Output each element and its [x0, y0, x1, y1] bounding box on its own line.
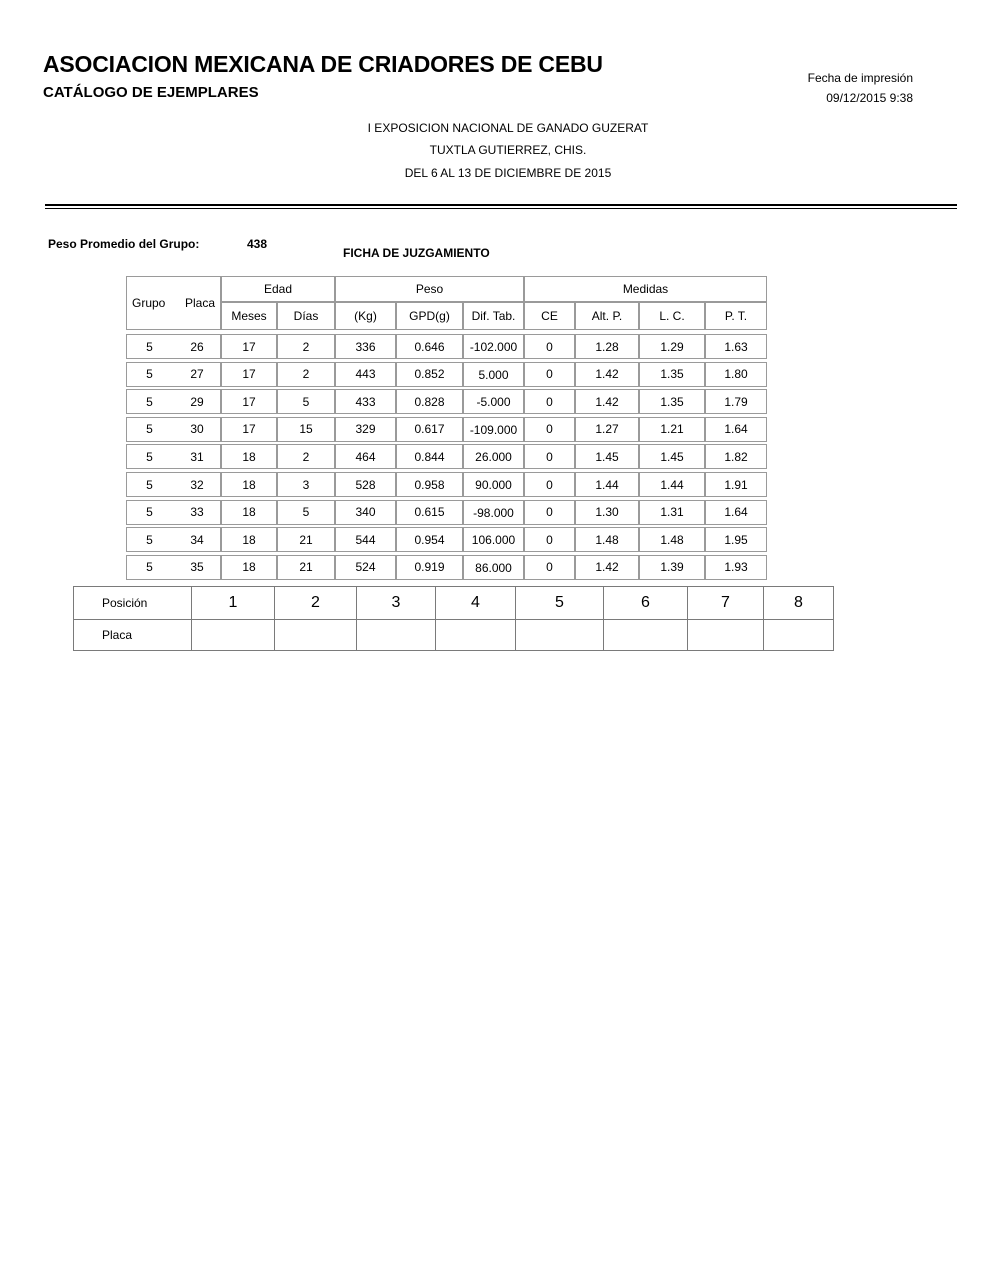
cell-meses: 18 — [221, 500, 277, 525]
cell-gpd: 0.958 — [396, 472, 463, 497]
cell-pt: 1.79 — [705, 389, 767, 414]
cell-dias: 2 — [277, 444, 335, 469]
cell-lc: 1.48 — [639, 527, 705, 552]
cell-meses: 17 — [221, 389, 277, 414]
cell-ce: 0 — [524, 500, 575, 525]
cell-ce: 0 — [524, 444, 575, 469]
cell-placa: 29 — [190, 394, 204, 409]
cell-gpd: 0.852 — [396, 362, 463, 387]
cell-gpd: 0.646 — [396, 334, 463, 359]
cell-dias: 15 — [277, 417, 335, 442]
cell-lc: 1.45 — [639, 444, 705, 469]
cell-pt: 1.63 — [705, 334, 767, 359]
cell-ce: 0 — [524, 389, 575, 414]
cell-placa: 34 — [190, 532, 204, 547]
cell-dif-tab: -5.000 — [463, 389, 524, 414]
cell-alt-p: 1.45 — [575, 444, 639, 469]
cell-dif-tab: 86.000 — [463, 555, 524, 580]
plate-entry-cell[interactable] — [192, 620, 275, 651]
cell-lc: 1.31 — [639, 500, 705, 525]
position-number: 6 — [604, 587, 688, 620]
cell-dias: 2 — [277, 334, 335, 359]
position-number: 5 — [516, 587, 604, 620]
cell-peso-kg: 464 — [335, 444, 396, 469]
cell-meses: 17 — [221, 334, 277, 359]
cell-gpd: 0.844 — [396, 444, 463, 469]
cell-placa: 35 — [190, 560, 204, 575]
cell-alt-p: 1.42 — [575, 362, 639, 387]
cell-lc: 1.35 — [639, 389, 705, 414]
cell-peso-kg: 524 — [335, 555, 396, 580]
cell-lc: 1.44 — [639, 472, 705, 497]
cell-dif-tab: 26.000 — [463, 444, 524, 469]
cell-pt: 1.64 — [705, 417, 767, 442]
cell-dif-tab: -109.000 — [463, 417, 524, 442]
header-grupo: Grupo — [132, 296, 166, 310]
header-medidas: Medidas — [524, 276, 767, 302]
header-grupo-placa — [126, 276, 221, 330]
header-alt-p: Alt. P. — [575, 302, 639, 330]
cell-pt: 1.93 — [705, 555, 767, 580]
header-ce: CE — [524, 302, 575, 330]
cell-meses: 17 — [221, 417, 277, 442]
cell-peso-kg: 336 — [335, 334, 396, 359]
cell-dias: 21 — [277, 527, 335, 552]
header-placa: Placa — [185, 296, 216, 310]
plate-entry-cell[interactable] — [516, 620, 604, 651]
cell-pt: 1.91 — [705, 472, 767, 497]
cell-meses: 18 — [221, 444, 277, 469]
cell-gpd: 0.919 — [396, 555, 463, 580]
event-location: TUXTLA GUTIERREZ, CHIS. — [429, 143, 587, 157]
cell-gpd: 0.954 — [396, 527, 463, 552]
cell-ce: 0 — [524, 555, 575, 580]
header-lc: L. C. — [639, 302, 705, 330]
catalog-subtitle: CATÁLOGO DE EJEMPLARES — [43, 84, 259, 101]
cell-grupo: 5 — [146, 532, 153, 547]
cell-grupo: 5 — [146, 449, 153, 464]
header-peso: Peso — [335, 276, 524, 302]
cell-pt: 1.82 — [705, 444, 767, 469]
cell-meses: 18 — [221, 527, 277, 552]
cell-peso-kg: 528 — [335, 472, 396, 497]
header-edad: Edad — [221, 276, 335, 302]
cell-dias: 5 — [277, 500, 335, 525]
position-number: 3 — [357, 587, 436, 620]
cell-pt: 1.95 — [705, 527, 767, 552]
print-date-value: 09/12/2015 9:38 — [826, 91, 913, 105]
cell-dif-tab: -98.000 — [463, 500, 524, 525]
cell-peso-kg: 340 — [335, 500, 396, 525]
cell-pt: 1.64 — [705, 500, 767, 525]
position-label: Posición — [74, 587, 192, 620]
plate-label: Placa — [74, 620, 192, 651]
header-dias: Días — [277, 302, 335, 330]
position-number: 8 — [764, 587, 834, 620]
header-gpd: GPD(g) — [396, 302, 463, 330]
cell-ce: 0 — [524, 334, 575, 359]
cell-placa: 27 — [190, 367, 204, 382]
print-date-label: Fecha de impresión — [807, 71, 913, 85]
cell-grupo: 5 — [146, 422, 153, 437]
cell-placa: 30 — [190, 422, 204, 437]
cell-dias: 21 — [277, 555, 335, 580]
plate-entry-cell[interactable] — [275, 620, 357, 651]
plate-entry-cell[interactable] — [604, 620, 688, 651]
cell-gpd: 0.617 — [396, 417, 463, 442]
cell-lc: 1.29 — [639, 334, 705, 359]
cell-alt-p: 1.48 — [575, 527, 639, 552]
cell-grupo: 5 — [146, 339, 153, 354]
cell-placa: 33 — [190, 505, 204, 520]
cell-ce: 0 — [524, 362, 575, 387]
cell-grupo: 5 — [146, 477, 153, 492]
cell-alt-p: 1.42 — [575, 389, 639, 414]
cell-alt-p: 1.44 — [575, 472, 639, 497]
group-weight-value: 438 — [247, 237, 268, 251]
cell-grupo: 5 — [146, 367, 153, 382]
header-meses: Meses — [221, 302, 277, 330]
organization-title: ASOCIACION MEXICANA DE CRIADORES DE CEBU — [43, 51, 603, 77]
cell-peso-kg: 329 — [335, 417, 396, 442]
header-dif-tab: Dif. Tab. — [463, 302, 524, 330]
cell-placa: 32 — [190, 477, 204, 492]
event-name: I EXPOSICION NACIONAL DE GANADO GUZERAT — [367, 121, 649, 135]
header-divider-thin — [45, 208, 957, 209]
cell-ce: 0 — [524, 417, 575, 442]
position-number: 4 — [436, 587, 516, 620]
header-kg: (Kg) — [335, 302, 396, 330]
position-row — [74, 587, 834, 620]
position-number: 7 — [688, 587, 764, 620]
cell-dif-tab: 90.000 — [463, 472, 524, 497]
cell-peso-kg: 433 — [335, 389, 396, 414]
cell-lc: 1.35 — [639, 362, 705, 387]
header-pt: P. T. — [705, 302, 767, 330]
position-number: 2 — [275, 587, 357, 620]
cell-peso-kg: 544 — [335, 527, 396, 552]
cell-dif-tab: -102.000 — [463, 334, 524, 359]
cell-dias: 3 — [277, 472, 335, 497]
cell-meses: 18 — [221, 555, 277, 580]
cell-alt-p: 1.30 — [575, 500, 639, 525]
cell-dif-tab: 106.000 — [463, 527, 524, 552]
position-table — [73, 586, 834, 651]
judging-sheet-title: FICHA DE JUZGAMIENTO — [343, 246, 490, 260]
cell-ce: 0 — [524, 472, 575, 497]
cell-alt-p: 1.28 — [575, 334, 639, 359]
cell-grupo: 5 — [146, 394, 153, 409]
group-weight-label: Peso Promedio del Grupo: — [48, 237, 200, 251]
cell-grupo: 5 — [146, 505, 153, 520]
plate-row — [74, 620, 834, 651]
cell-grupo: 5 — [146, 560, 153, 575]
plate-entry-cell[interactable] — [357, 620, 436, 651]
cell-gpd: 0.828 — [396, 389, 463, 414]
plate-entry-cell[interactable] — [764, 620, 834, 651]
cell-alt-p: 1.27 — [575, 417, 639, 442]
cell-ce: 0 — [524, 527, 575, 552]
cell-alt-p: 1.42 — [575, 555, 639, 580]
event-dates: DEL 6 AL 13 DE DICIEMBRE DE 2015 — [404, 166, 612, 180]
cell-meses: 17 — [221, 362, 277, 387]
plate-entry-cell[interactable] — [688, 620, 764, 651]
cell-meses: 18 — [221, 472, 277, 497]
header-divider — [45, 204, 957, 206]
cell-placa: 26 — [190, 339, 204, 354]
cell-pt: 1.80 — [705, 362, 767, 387]
cell-gpd: 0.615 — [396, 500, 463, 525]
cell-lc: 1.21 — [639, 417, 705, 442]
cell-dias: 2 — [277, 362, 335, 387]
cell-lc: 1.39 — [639, 555, 705, 580]
cell-dif-tab: 5.000 — [463, 362, 524, 387]
plate-entry-cell[interactable] — [436, 620, 516, 651]
position-number: 1 — [192, 587, 275, 620]
cell-placa: 31 — [190, 449, 204, 464]
cell-peso-kg: 443 — [335, 362, 396, 387]
cell-dias: 5 — [277, 389, 335, 414]
